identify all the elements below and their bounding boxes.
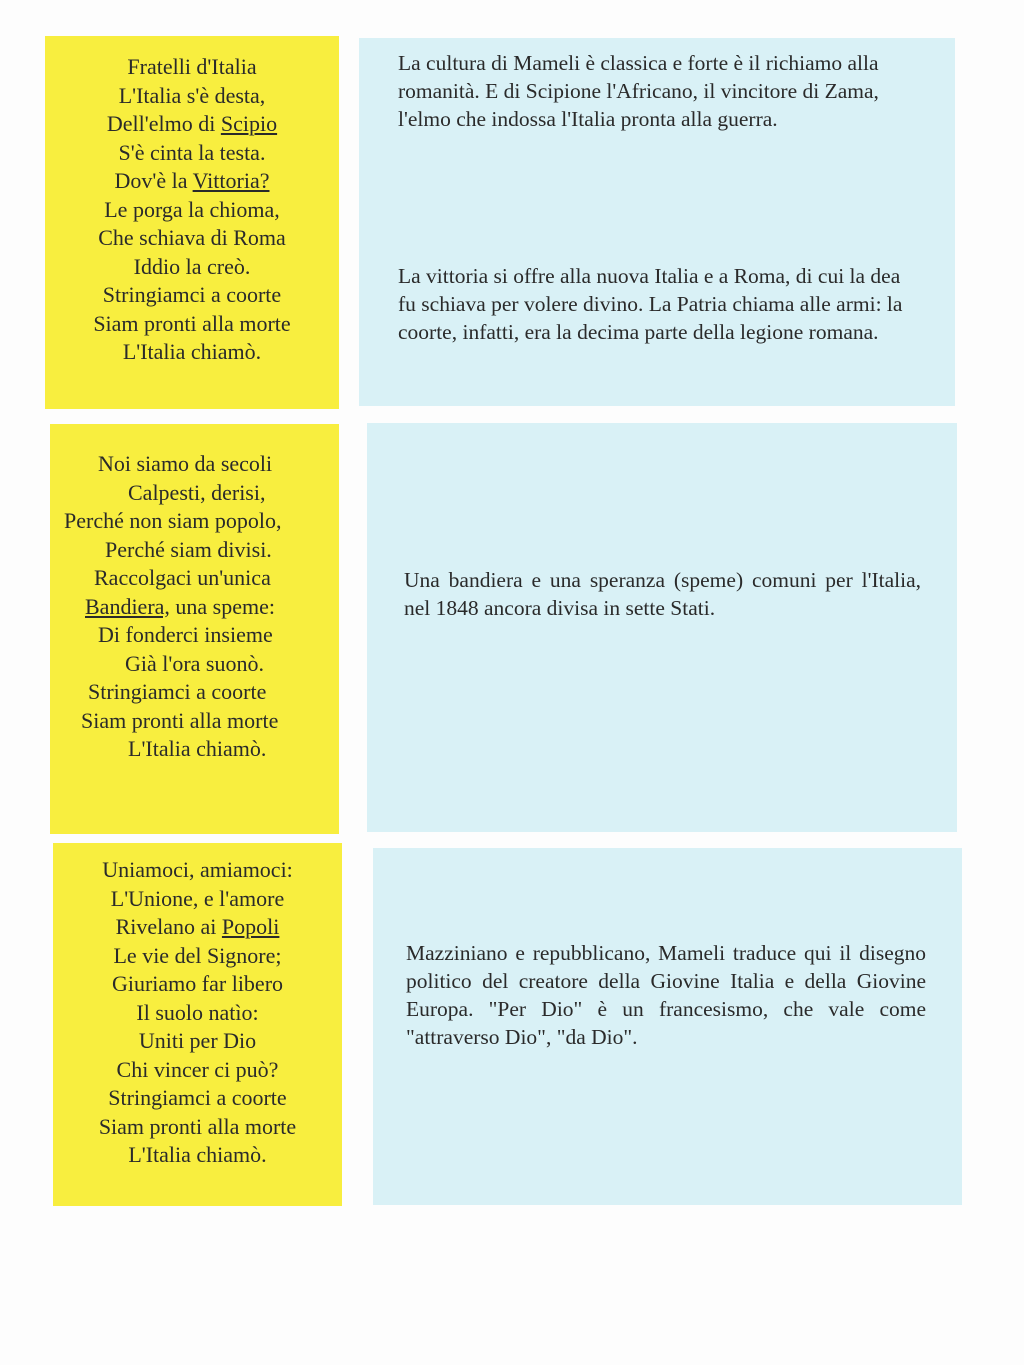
poem-line: L'Unione, e l'amore — [110, 885, 285, 911]
poem-line: Fratelli d'Italia — [127, 54, 257, 79]
poem-line-text: Rivelano ai — [115, 914, 222, 939]
commentary-paragraph: La vittoria si offre alla nuova Italia e a Roma, di cui la dea fu schiava per volere divino. La Patria chiama alle armi: la coorte, infatti, era la decima parte della legione romana. — [398, 264, 903, 344]
poem-line: Stringiamci a coorte — [88, 679, 267, 704]
commentary-paragraph: Una bandiera e una speranza (speme) comuni per l'Italia, nel 1848 ancora divisa in sette Stati. — [404, 568, 921, 620]
poem-stanza-3 — [53, 843, 342, 1206]
underlined-word: Scipio — [220, 111, 278, 136]
commentary-1 — [359, 38, 955, 406]
poem-line: Di fonderci insieme — [98, 622, 273, 647]
poem-line: Siam pronti alla morte — [98, 1113, 297, 1139]
poem-line — [50, 593, 339, 622]
poem-line: S'è cinta la testa. — [118, 139, 266, 165]
poem-line: Raccolgaci un'unica — [94, 565, 271, 590]
poem-line: Calpesti, derisi, — [128, 479, 266, 505]
poem-line: Iddio la creò. — [133, 253, 251, 279]
commentary-paragraph: Mazziniano e repubblicano, Mameli traduce qui il disegno politico del creatore della Giovine Italia e della Giovine Europa. "Per Dio" è un francesismo, che vale come "attraverso Dio", "da Dio". — [406, 941, 926, 1049]
poem-line-text: Dov'è la — [114, 168, 193, 193]
poem-line: Il suolo natìo: — [136, 999, 259, 1025]
poem-line-text: una speme: — [169, 593, 275, 619]
poem-line: Uniti per Dio — [138, 1028, 257, 1053]
poem-line: Chi vincer ci può? — [116, 1056, 279, 1082]
poem-line: L'Italia s'è desta, — [118, 82, 266, 108]
poem-line: Giuriamo far libero — [111, 971, 284, 996]
underlined-word: Vittoria? — [192, 168, 270, 193]
poem-line — [45, 167, 339, 196]
poem-line: Le vie del Signore; — [113, 942, 282, 968]
poem-line: Perché siam divisi. — [105, 536, 272, 562]
poem-line: Le porga la chioma, — [104, 196, 280, 222]
commentary-2 — [367, 423, 957, 832]
poem-line — [45, 110, 339, 139]
poem-line: Noi siamo da secoli — [98, 451, 273, 476]
poem-line: Uniamoci, amiamoci: — [102, 857, 293, 882]
underlined-word: Bandiera, — [85, 593, 170, 619]
poem-line: L'Italia chiamò. — [128, 736, 267, 761]
poem-line: L'Italia chiamò. — [128, 1142, 267, 1167]
poem-line-text: Dell'elmo di — [106, 111, 221, 136]
poem-line: Stringiamci a coorte — [102, 282, 282, 307]
poem-stanza-1 — [45, 36, 339, 409]
poem-line — [53, 913, 342, 942]
commentary-paragraph: La cultura di Mameli è classica e forte è il richiamo alla romanità. E di Scipione l'Africano, il vincitore di Zama, l'elmo che indossa l'Italia pronta alla guerra. — [398, 51, 879, 131]
commentary-3 — [373, 848, 962, 1205]
poem-stanza-2 — [50, 424, 339, 834]
underlined-word: Popoli — [221, 914, 280, 939]
poem-line: Già l'ora suonò. — [125, 650, 264, 676]
poem-line: Perché non siam popolo, — [64, 508, 282, 533]
poem-line: Che schiava di Roma — [98, 225, 286, 250]
poem-line: Siam pronti alla morte — [93, 310, 291, 336]
poem-line: L'Italia chiamò. — [122, 339, 262, 364]
poem-line: Stringiamci a coorte — [108, 1085, 287, 1110]
poem-line: Siam pronti alla morte — [81, 707, 279, 733]
